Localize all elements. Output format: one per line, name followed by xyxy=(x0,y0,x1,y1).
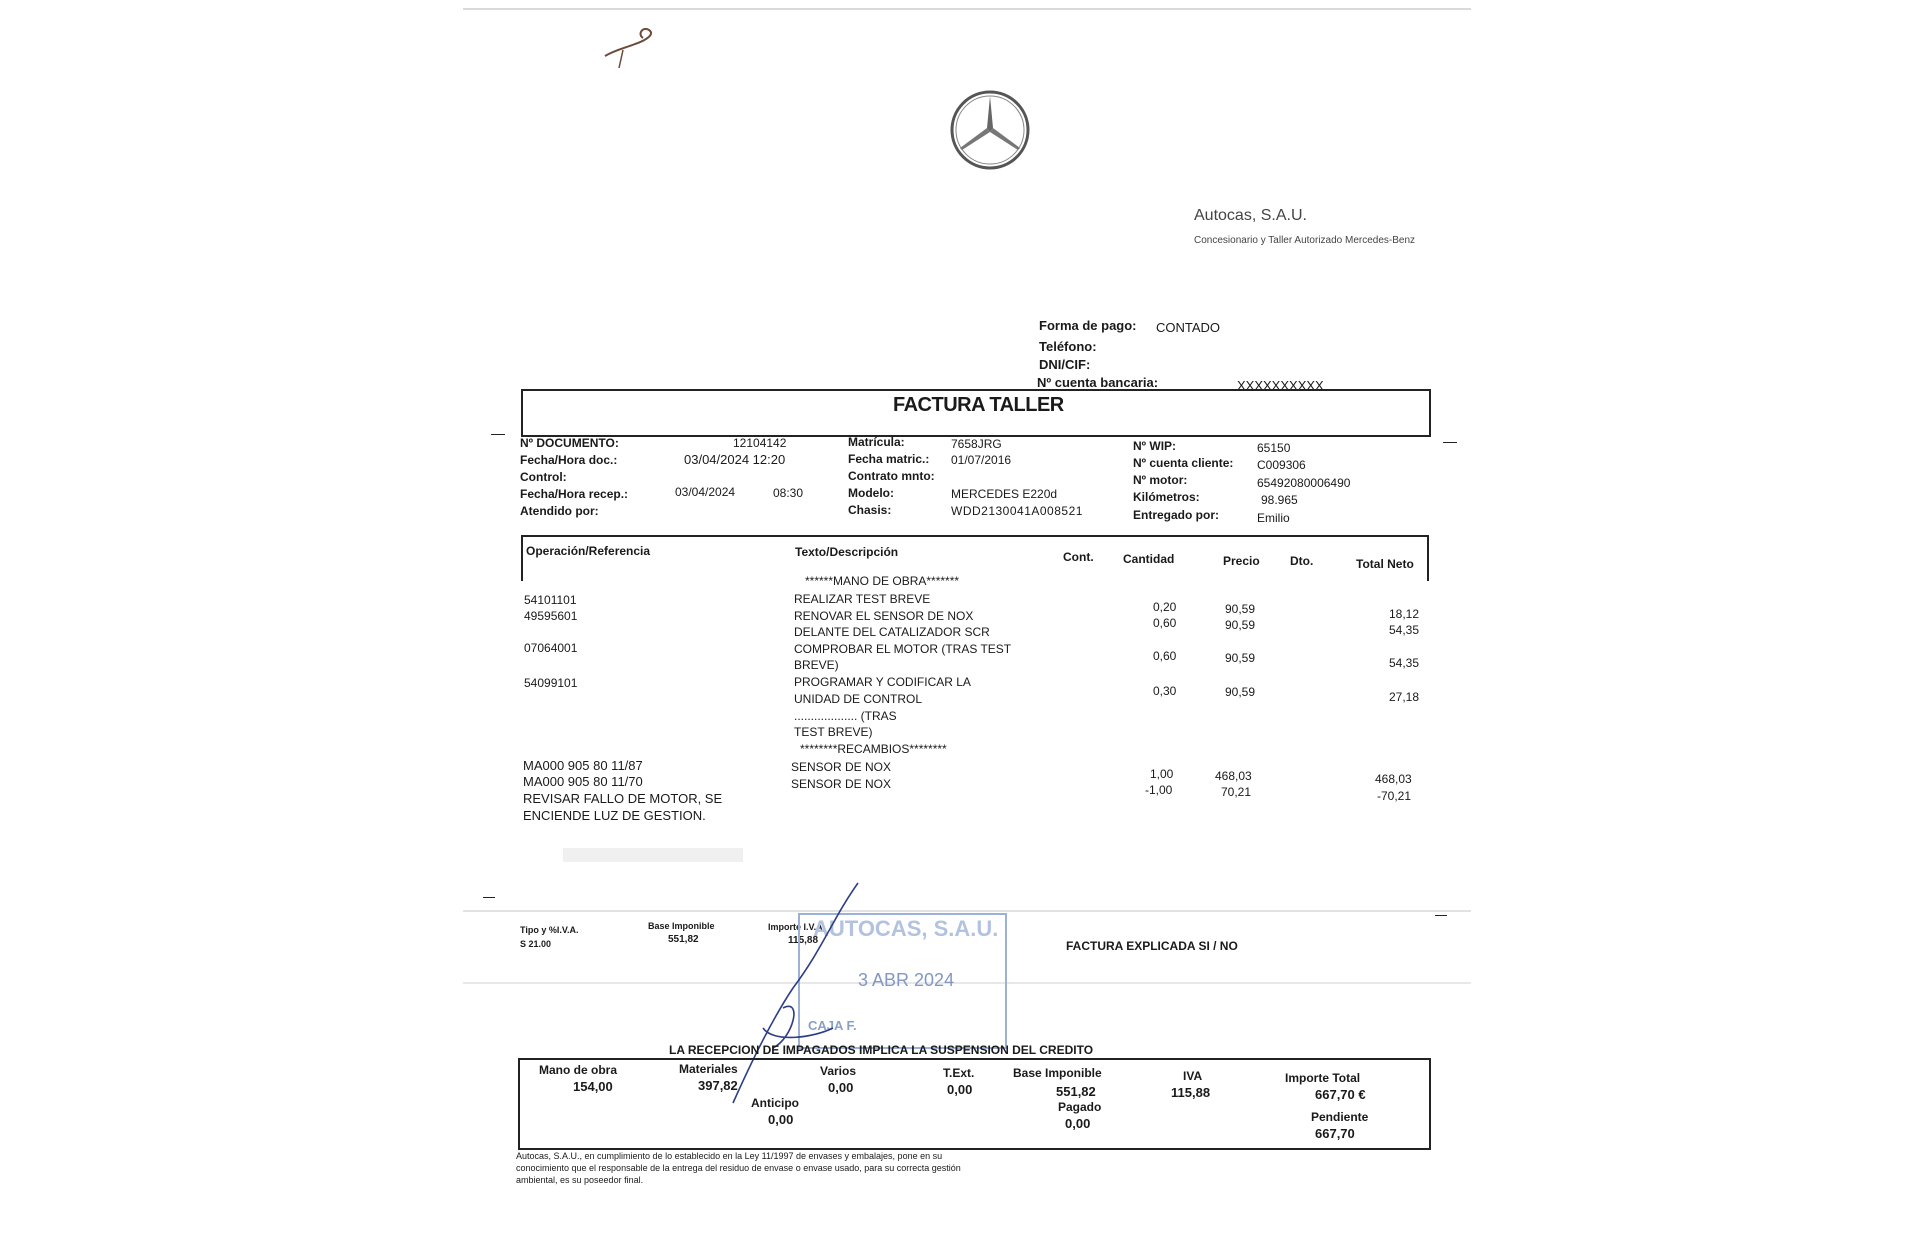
impagados-warning: LA RECEPCION DE IMPAGADOS IMPLICA LA SUSPENSION DEL CREDITO xyxy=(669,1043,1094,1057)
base-total-label: Base Imponible xyxy=(1013,1066,1102,1080)
table-row-4-total: 27,18 xyxy=(1389,690,1420,704)
fecha-recep-value: 03/04/2024 xyxy=(675,485,736,499)
entregado-value: Emilio xyxy=(1257,511,1290,525)
forma-pago-label: Forma de pago: xyxy=(1039,318,1137,333)
right-tick-2 xyxy=(1435,915,1447,916)
table-row-1-qty: 0,20 xyxy=(1153,600,1177,614)
importe-iva-value: 115,88 xyxy=(788,935,819,946)
base-imponible-value: 551,82 xyxy=(668,934,699,945)
iva-total-value: 115,88 xyxy=(1171,1085,1211,1100)
text-label: T.Ext. xyxy=(943,1066,975,1080)
table-row-3-ref: 07064001 xyxy=(524,641,578,655)
pagado-value: 0,00 xyxy=(1065,1116,1091,1131)
invoice-title: FACTURA TALLER xyxy=(893,394,1064,416)
motor-label: Nº motor: xyxy=(1133,473,1188,487)
table-row-1-ref: 54101101 xyxy=(524,593,577,607)
table-row-2-qty: 0,60 xyxy=(1153,616,1177,630)
fecha-matric-label: Fecha matric.: xyxy=(848,452,930,466)
table-row-6-ref: MA000 905 80 11/70 xyxy=(523,774,643,789)
table-row-2-desc-2: DELANTE DEL CATALIZADOR SCR xyxy=(794,625,990,639)
table-row-1-total: 18,12 xyxy=(1389,607,1420,621)
table-row-4-ref: 54099101 xyxy=(524,676,578,690)
table-row-4-desc-2: UNIDAD DE CONTROL xyxy=(794,692,923,706)
matricula-label: Matrícula: xyxy=(848,435,905,449)
clip-mark xyxy=(603,20,663,70)
importe-total-value: 667,70 € xyxy=(1315,1087,1366,1102)
importe-iva-label: Importe I.V.A. xyxy=(768,922,826,932)
modelo-label: Modelo: xyxy=(848,486,894,500)
col-cont: Cont. xyxy=(1063,550,1094,564)
left-tick-2 xyxy=(483,897,495,898)
scan-top-edge xyxy=(463,8,1471,10)
fecha-recep-label: Fecha/Hora recep.: xyxy=(520,487,629,501)
base-imponible-label: Base Imponible xyxy=(648,921,715,931)
pagado-label: Pagado xyxy=(1058,1100,1102,1114)
table-row-2-total: 54,35 xyxy=(1389,623,1420,637)
doc-number-label: Nº DOCUMENTO: xyxy=(520,436,619,450)
cuenta-cliente-value: C009306 xyxy=(1257,458,1306,472)
col-total: Total Neto xyxy=(1356,557,1414,571)
section-parts: ********RECAMBIOS******** xyxy=(800,742,947,756)
table-row-3-desc-2: BREVE) xyxy=(794,658,839,672)
dni-label: DNI/CIF: xyxy=(1039,357,1091,372)
importe-total-label: Importe Total xyxy=(1285,1071,1361,1085)
table-row-3-desc-1: COMPROBAR EL MOTOR (TRAS TEST xyxy=(794,642,1012,656)
col-dto: Dto. xyxy=(1290,554,1314,568)
left-tick xyxy=(491,434,505,435)
anticipo-value: 0,00 xyxy=(768,1112,794,1127)
factura-explicada: FACTURA EXPLICADA SI / NO xyxy=(1066,939,1238,953)
company-name: Autocas, S.A.U. xyxy=(1194,207,1307,224)
telefono-label: Teléfono: xyxy=(1039,339,1097,354)
atendido-label: Atendido por: xyxy=(520,504,599,518)
table-row-5-total: 468,03 xyxy=(1375,772,1412,786)
motor-value: 65492080006490 xyxy=(1257,476,1351,490)
km-label: Kilómetros: xyxy=(1133,490,1200,504)
mano-obra-label: Mano de obra xyxy=(539,1063,618,1077)
cuenta-label: Nº cuenta bancaria: xyxy=(1037,375,1159,390)
col-operacion: Operación/Referencia xyxy=(526,544,651,558)
cuenta-value: XXXXXXXXXX xyxy=(1237,378,1324,393)
wip-label: Nº WIP: xyxy=(1133,439,1177,453)
repair-note-1: REVISAR FALLO DE MOTOR, SE xyxy=(523,791,723,806)
invoice-page xyxy=(463,8,1471,1248)
table-row-2-price: 90,59 xyxy=(1225,618,1256,632)
table-row-1-price: 90,59 xyxy=(1225,602,1256,616)
table-row-3-price: 90,59 xyxy=(1225,651,1256,665)
mano-obra-value: 154,00 xyxy=(573,1079,613,1094)
fecha-matric-value: 01/07/2016 xyxy=(951,453,1012,467)
control-label: Control: xyxy=(520,470,567,484)
forma-pago-value: CONTADO xyxy=(1156,320,1221,335)
matricula-value: 7658JRG xyxy=(951,437,1002,451)
iva-total-label: IVA xyxy=(1183,1069,1203,1083)
table-row-5-desc: SENSOR DE NOX xyxy=(791,760,892,774)
table-row-6-desc: SENSOR DE NOX xyxy=(791,777,892,791)
right-tick xyxy=(1443,442,1457,443)
materiales-label: Materiales xyxy=(679,1062,738,1076)
table-row-4-qty: 0,30 xyxy=(1153,684,1177,698)
col-cantidad: Cantidad xyxy=(1123,552,1175,566)
base-total-value: 551,82 xyxy=(1056,1084,1096,1099)
hora-recep-value: 08:30 xyxy=(773,486,804,500)
varios-label: Varios xyxy=(820,1064,857,1078)
section-labor: ******MANO DE OBRA******* xyxy=(805,574,960,588)
pendiente-value: 667,70 xyxy=(1315,1126,1355,1141)
table-row-1-desc: REALIZAR TEST BREVE xyxy=(794,592,931,606)
table-row-5-price: 468,03 xyxy=(1215,769,1252,783)
redaction-smudge xyxy=(563,848,743,862)
contrato-label: Contrato mnto: xyxy=(848,469,935,483)
fecha-doc-value: 03/04/2024 12:20 xyxy=(684,452,786,467)
varios-value: 0,00 xyxy=(828,1080,854,1095)
table-row-5-qty: 1,00 xyxy=(1150,767,1174,781)
doc-number-value: 12104142 xyxy=(733,436,787,450)
km-value: 98.965 xyxy=(1261,493,1298,507)
col-texto: Texto/Descripción xyxy=(795,545,899,559)
table-row-2-ref: 49595601 xyxy=(524,609,578,623)
table-row-6-qty: -1,00 xyxy=(1145,783,1173,797)
table-row-4-desc-4: TEST BREVE) xyxy=(794,725,873,739)
scan-fold-line xyxy=(463,910,1471,912)
tipo-iva-value: S 21.00 xyxy=(520,939,552,949)
table-row-2-desc-1: RENOVAR EL SENSOR DE NOX xyxy=(794,609,974,623)
stamp-company: AUTOCAS, S.A.U. xyxy=(813,916,999,941)
materiales-value: 397,82 xyxy=(698,1078,738,1093)
table-row-3-qty: 0,60 xyxy=(1153,649,1177,663)
cuenta-cliente-label: Nº cuenta cliente: xyxy=(1133,456,1234,470)
stamp-date: 3 ABR 2024 xyxy=(858,970,955,990)
legal-line-3: ambiental, es su poseedor final. xyxy=(516,1175,644,1185)
table-row-4-price: 90,59 xyxy=(1225,685,1256,699)
text-value: 0,00 xyxy=(947,1082,973,1097)
table-row-6-total: -70,21 xyxy=(1377,789,1412,803)
stamp-caja: CAJA F. xyxy=(808,1018,857,1033)
chasis-value: WDD2130041A008521 xyxy=(951,504,1083,518)
company-tagline: Concesionario y Taller Autorizado Mercedes-Benz xyxy=(1194,235,1416,246)
legal-line-2: conocimiento que el responsable de la entrega del residuo de envase o envase usado, para su correcta gestión xyxy=(516,1163,961,1173)
wip-value: 65150 xyxy=(1257,441,1291,455)
col-precio: Precio xyxy=(1223,554,1260,568)
table-row-4-desc-1: PROGRAMAR Y CODIFICAR LA xyxy=(794,675,971,689)
table-row-5-ref: MA000 905 80 11/87 xyxy=(523,758,643,773)
mercedes-star-logo xyxy=(948,88,1032,172)
pendiente-label: Pendiente xyxy=(1311,1110,1369,1124)
legal-line-1: Autocas, S.A.U., en cumplimiento de lo establecido en la Ley 11/1997 de envases y embalajes, pone en su xyxy=(516,1151,943,1161)
chasis-label: Chasis: xyxy=(848,503,892,517)
entregado-label: Entregado por: xyxy=(1133,508,1219,522)
anticipo-label: Anticipo xyxy=(751,1096,799,1110)
table-row-4-desc-3: ................... (TRAS xyxy=(794,709,897,723)
modelo-value: MERCEDES E220d xyxy=(951,487,1058,501)
tipo-iva-label: Tipo y %I.V.A. xyxy=(520,925,579,935)
repair-note-2: ENCIENDE LUZ DE GESTION. xyxy=(523,808,706,823)
table-row-6-price: 70,21 xyxy=(1221,785,1252,799)
table-row-3-total: 54,35 xyxy=(1389,656,1420,670)
fecha-doc-label: Fecha/Hora doc.: xyxy=(520,453,618,467)
